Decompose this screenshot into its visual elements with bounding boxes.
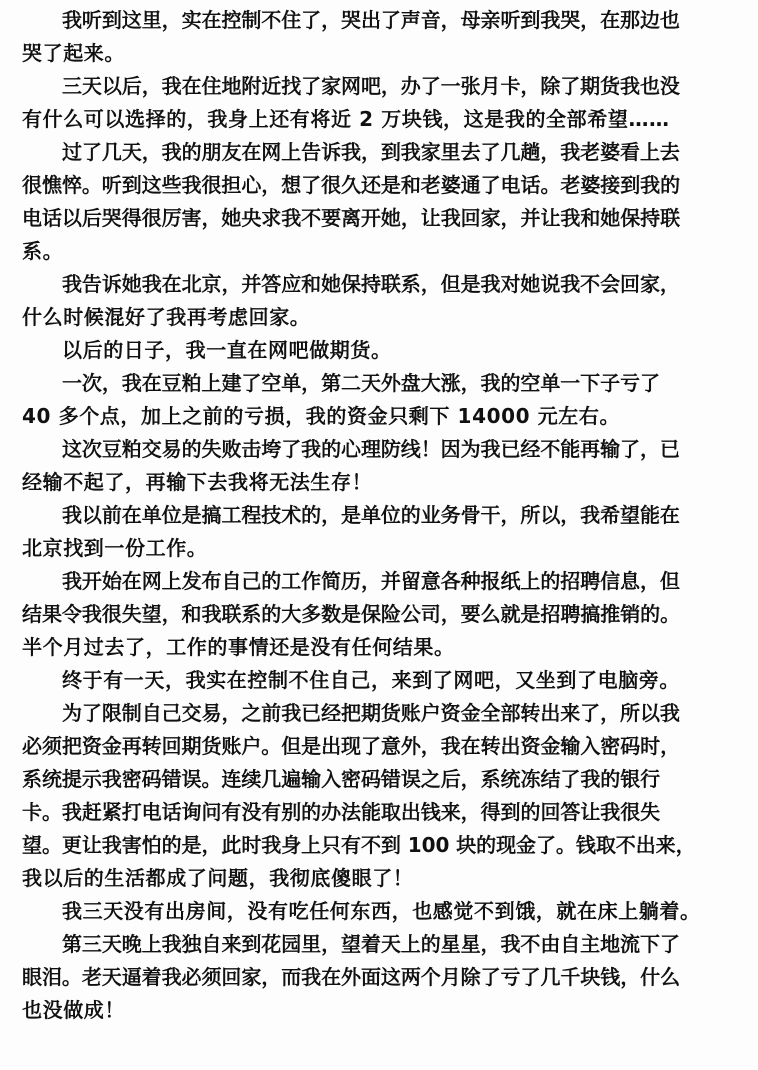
paragraph xyxy=(22,664,738,697)
text-line: 我以后的生活都成了问题，我彻底傻眼了！ xyxy=(22,866,414,890)
text-line: 也没做成！ xyxy=(22,998,125,1022)
paragraph xyxy=(22,70,738,136)
paragraph xyxy=(22,334,738,367)
text-line: 卡。我赶紧打电话询问有没有别的办法能取出钱来，得到的回答让我很失 xyxy=(22,800,661,824)
text-line: 终于有一天，我实在控制不住自己，来到了网吧，又坐到了电脑旁。 xyxy=(62,668,680,692)
text-line: 我以前在单位是搞工程技术的，是单位的业务骨干，所以，我希望能在 xyxy=(62,503,680,527)
text-line: 为了限制自己交易，之前我已经把期货账户资金全部转出来了，所以我 xyxy=(62,701,680,725)
text-line: 很憔悴。听到这些我很担心，想了很久还是和老婆通了电话。老婆接到我的 xyxy=(22,173,681,197)
paragraph xyxy=(22,928,738,1027)
text-line: 我告诉她我在北京，并答应和她保持联系，但是我对她说我不会回家， xyxy=(62,272,680,296)
paragraph xyxy=(22,367,738,433)
paragraph xyxy=(22,499,738,565)
paragraph xyxy=(22,895,738,928)
text-line: 必须把资金再转回期货账户。但是出现了意外，我在转出资金输入密码时， xyxy=(22,734,681,758)
paragraph xyxy=(22,136,738,268)
paragraph xyxy=(22,268,738,334)
paragraph xyxy=(22,697,738,895)
text-line: 什么时候混好了我再考虑回家。 xyxy=(22,305,311,329)
text-line: 经输不起了，再输下去我将无法生存！ xyxy=(22,470,373,494)
text-line: 我开始在网上发布自己的工作简历，并留意各种报纸上的招聘信息，但 xyxy=(62,569,680,593)
text-line: 有什么可以选择的，我身上还有将近 2 万块钱，这是我的全部希望…… xyxy=(22,107,670,131)
text-line: 三天以后，我在住地附近找了家网吧，办了一张月卡，除了期货我也没 xyxy=(62,74,680,98)
text-line: 过了几天，我的朋友在网上告诉我，到我家里去了几趟，我老婆看上去 xyxy=(62,140,680,164)
text-line: 结果令我很失望，和我联系的大多数是保险公司，要么就是招聘搞推销的。 xyxy=(22,602,681,626)
text-line: 我三天没有出房间，没有吃任何东西，也感觉不到饿，就在床上躺着。 xyxy=(62,899,701,923)
text-line: 电话以后哭得很厉害，她央求我不要离开她，让我回家，并让我和她保持联 xyxy=(22,206,681,230)
text-line: 系统提示我密码错误。连续几遍输入密码错误之后，系统冻结了我的银行 xyxy=(22,767,661,791)
paragraph xyxy=(22,4,738,70)
text-line: 望。更让我害怕的是，此时我身上只有不到 100 块的现金了。钱取不出来， xyxy=(22,833,696,857)
text-line: 北京找到一份工作。 xyxy=(22,536,208,560)
text-line: 我听到这里，实在控制不住了，哭出了声音，母亲听到我哭，在那边也 xyxy=(62,8,680,32)
text-line: 哭了起来。 xyxy=(22,41,125,65)
text-line: 一次，我在豆粕上建了空单，第二天外盘大涨，我的空单一下子亏了 xyxy=(62,371,660,395)
text-line: 第三天晚上我独自来到花园里，望着天上的星星，我不由自主地流下了 xyxy=(62,932,680,956)
text-line: 系。 xyxy=(22,239,64,263)
text-line: 半个月过去了，工作的事情还是没有任何结果。 xyxy=(22,635,455,659)
paragraph xyxy=(22,433,738,499)
paragraph xyxy=(22,565,738,664)
text-line: 40 多个点，加上之前的亏损，我的资金只剩下 14000 元左右。 xyxy=(22,404,621,428)
text-line: 眼泪。老天逼着我必须回家，而我在外面这两个月除了亏了几千块钱，什么 xyxy=(22,965,681,989)
body-text xyxy=(22,4,738,1027)
text-line: 以后的日子，我一直在网吧做期货。 xyxy=(62,338,392,362)
text-line: 这次豆粕交易的失败击垮了我的心理防线！因为我已经不能再输了，已 xyxy=(62,437,680,461)
